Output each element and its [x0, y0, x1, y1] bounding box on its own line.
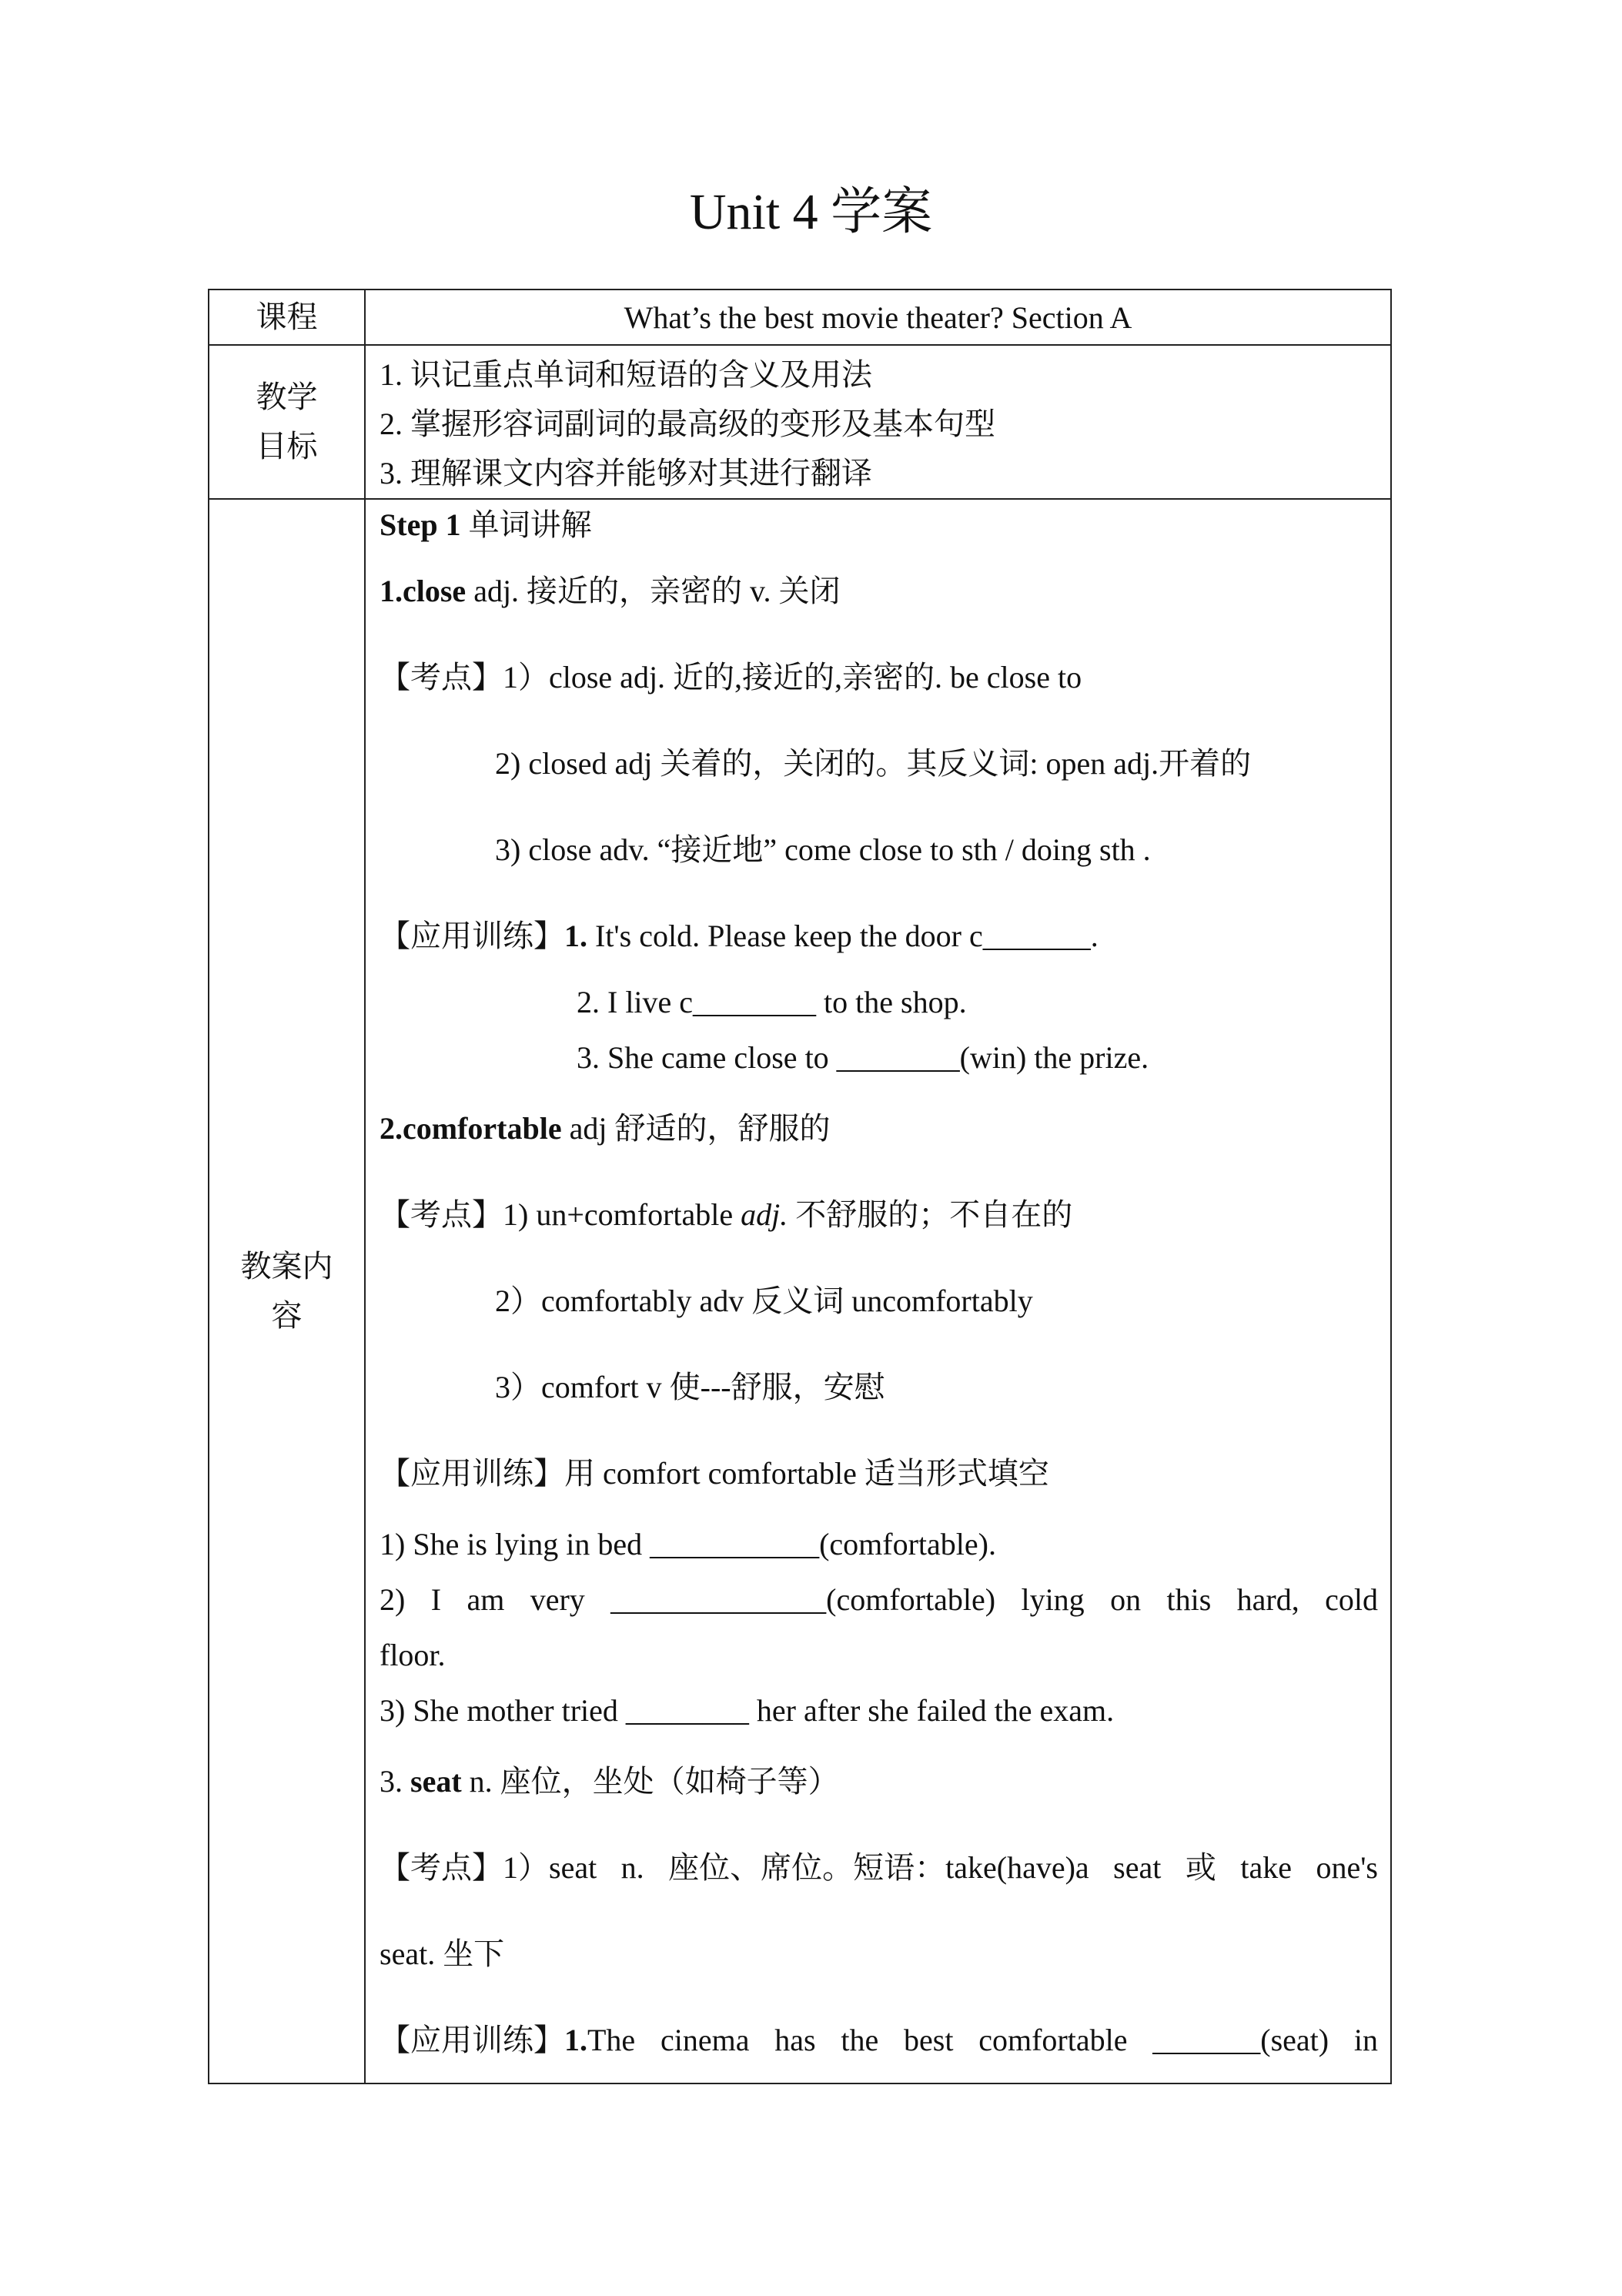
goal-item: 2. 掌握形容词副词的最高级的变形及基本句型	[380, 407, 995, 441]
word: _______(seat)	[1152, 2023, 1329, 2057]
goals-label-line-1: 教学	[256, 380, 318, 415]
word-term: 2.comfortable	[380, 1111, 562, 1146]
word: 2)	[380, 1582, 406, 1617]
key-point-tag: 【考点】	[380, 1197, 503, 1232]
practice-number: 1.	[564, 2023, 587, 2057]
practice-line: 3) She mother tried ________ her after she failed the exam.	[380, 1693, 1115, 1728]
word-definition: adj 舒适的，舒服的	[561, 1111, 831, 1146]
course-value: What’s the best movie theater? Section A	[365, 290, 1391, 345]
goals-label-line-2: 目标	[256, 429, 318, 464]
word-heading-seat	[380, 1761, 1378, 1802]
word: one's	[1316, 1850, 1378, 1885]
step-heading	[380, 504, 1378, 546]
goals-label	[209, 345, 365, 499]
word: am	[467, 1582, 505, 1617]
course-row	[209, 290, 1391, 345]
practice-line: floor.	[380, 1638, 446, 1672]
practice-tag: 【应用训练】	[380, 919, 564, 953]
word: the	[841, 2023, 879, 2057]
word: very	[530, 1582, 585, 1617]
practice-line-justified	[380, 2020, 1378, 2061]
content-row	[209, 499, 1391, 2083]
step-title: 单词讲解	[460, 507, 592, 542]
content-label	[209, 499, 365, 2083]
word: n.	[620, 1850, 644, 1885]
key-point-text: 1) un+comfortable	[503, 1197, 741, 1232]
word: cinema	[660, 2023, 750, 2057]
practice-line	[380, 915, 1378, 957]
word: this	[1166, 1582, 1212, 1617]
word-heading-comfortable	[380, 1108, 1378, 1150]
word: 座位、席位。短语：take(have)a	[668, 1850, 1089, 1885]
key-point-line	[380, 1194, 1378, 1236]
content-label-line-2: 容	[271, 1298, 303, 1334]
practice-tag: 【应用训练】	[380, 1456, 564, 1491]
word-definition: n. 座位，坐处（如椅子等）	[461, 1764, 839, 1799]
key-point-line: 2) closed adj 关着的，关闭的。其反义词: open adj.开着的	[495, 746, 1252, 781]
key-point-tag: 【考点】	[380, 1850, 503, 1885]
key-point-line: 2）comfortably adv 反义词 uncomfortably	[495, 1284, 1033, 1318]
key-point-text: 1）close adj. 近的,接近的,亲密的. be close to	[503, 660, 1082, 694]
key-point-line: 3）comfort v 使---舒服，安慰	[495, 1370, 885, 1404]
practice-text: 用 comfort comfortable 适当形式填空	[564, 1456, 1049, 1491]
word: cold	[1325, 1582, 1378, 1617]
practice-number: 1.	[564, 919, 587, 953]
practice-line-justified	[380, 1579, 1378, 1621]
practice-line	[380, 1453, 1378, 1494]
page-title: Unit 4 学案	[689, 184, 933, 240]
word: take	[1240, 1850, 1292, 1885]
word: has	[774, 2023, 816, 2057]
key-point-text: 不舒服的；不自在的	[788, 1197, 1073, 1232]
practice-tag: 【应用训练】	[380, 2023, 564, 2057]
key-point-line-justified	[380, 1847, 1378, 1889]
practice-text: It's cold. Please keep the door c_______.	[587, 919, 1099, 953]
key-point-line: seat. 坐下	[380, 1936, 505, 1971]
lesson-table	[208, 289, 1392, 2084]
word: best	[904, 2023, 954, 2057]
word: The	[587, 2023, 636, 2057]
word: in	[1353, 2023, 1378, 2057]
word-definition: adj. 接近的，亲密的 v. 关闭	[466, 574, 841, 608]
word: lying	[1021, 1582, 1085, 1617]
word: on	[1110, 1582, 1142, 1617]
course-label: 课程	[209, 290, 365, 345]
practice-line: 3. She came close to ________(win) the prize.	[577, 1040, 1149, 1075]
word-heading-close	[380, 571, 1378, 612]
word: seat	[1113, 1850, 1162, 1885]
word: ______________(comfortable)	[610, 1582, 996, 1617]
word-term: seat	[410, 1764, 462, 1799]
content-label-line-1: 教案内	[240, 1249, 333, 1284]
practice-start	[380, 2020, 635, 2061]
goals-row	[209, 345, 1391, 499]
word: hard,	[1236, 1582, 1299, 1617]
key-point-start	[380, 1847, 597, 1889]
lesson-content	[365, 499, 1391, 2083]
practice-line: 1) She is lying in bed ___________(comfortable).	[380, 1527, 996, 1561]
key-point-line: 3) close adv. “接近地” come close to sth / doing sth .	[495, 832, 1151, 867]
word-number: 3.	[380, 1764, 410, 1799]
key-point-pos: adj.	[741, 1197, 788, 1232]
word: I	[430, 1582, 442, 1617]
key-point-tag: 【考点】	[380, 660, 503, 694]
word: comfortable	[978, 2023, 1128, 2057]
practice-line: 2. I live c________ to the shop.	[577, 985, 967, 1019]
key-point-line	[380, 657, 1378, 698]
goal-item: 1. 识记重点单词和短语的含义及用法	[380, 357, 872, 392]
word: 或	[1185, 1850, 1216, 1885]
goal-item: 3. 理解课文内容并能够对其进行翻译	[380, 456, 872, 490]
word-term: 1.close	[380, 574, 467, 608]
goals-list	[365, 345, 1391, 499]
step-number: Step 1	[380, 507, 461, 542]
word: 1）seat	[503, 1850, 597, 1885]
